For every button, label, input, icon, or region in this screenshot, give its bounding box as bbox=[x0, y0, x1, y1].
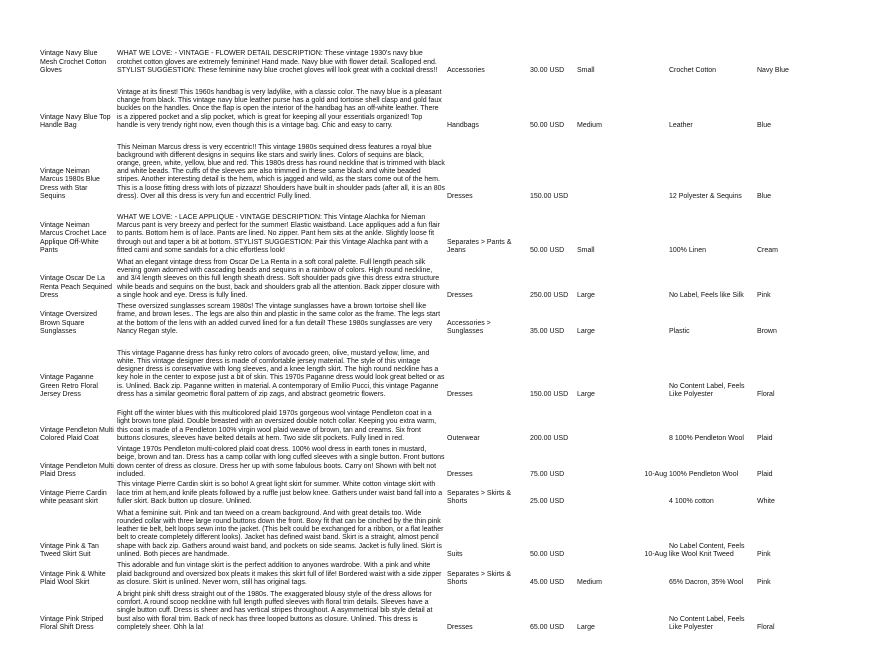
row-price: 250.00 USD bbox=[530, 291, 569, 299]
row-category: Accessories bbox=[447, 66, 485, 74]
row-product-name: Vintage Pierre Cardin white peasant skirt bbox=[40, 489, 107, 505]
row-category: Handbags bbox=[447, 121, 479, 129]
row-price: 45.00 USD bbox=[530, 578, 565, 586]
row-color: Pink bbox=[757, 550, 771, 558]
row-color: Navy Blue bbox=[757, 66, 789, 74]
row-price: 75.00 USD bbox=[530, 470, 565, 478]
row-product-name: Vintage Pendleton Multi Colored Plaid Coat bbox=[40, 426, 114, 442]
row-color: Floral bbox=[757, 623, 775, 631]
row-color: Pink bbox=[757, 291, 771, 299]
row-material: No Label, Feels like Silk bbox=[669, 291, 744, 299]
row-size: Large bbox=[577, 623, 595, 631]
row-category: Suits bbox=[447, 550, 463, 558]
row-product-name: Vintage Paganne Green Retro Floral Jersey Dress bbox=[40, 374, 98, 398]
row-category: Accessories > Sunglasses bbox=[447, 319, 491, 335]
row-color: White bbox=[757, 497, 775, 505]
row-color: Blue bbox=[757, 121, 772, 129]
row-color: Pink bbox=[757, 578, 771, 586]
row-date: 10-Aug bbox=[644, 470, 667, 478]
row-color: Floral bbox=[757, 390, 775, 398]
row-product-name: Vintage Pink Striped Floral Shift Dress bbox=[40, 615, 104, 631]
row-product-name: Vintage Pendleton Multi Plaid Dress bbox=[40, 462, 114, 478]
row-product-name: Vintage Pink & White Plaid Wool Skirt bbox=[40, 570, 106, 586]
row-description: This vintage Paganne dress has funky retro colors of avocado green, olive, mustard yellow, lime, and white. This vintage designer dress is made of comfortable jersey material. The style of this vintage designer dress is conservative with long sleeves, and a knee length skirt. The high round neckline has a key hole in the center to expose just a bit of skin. This 1970s Paganne dress would look great belted or as is. Unlined. Back zip. Paganne written in material. A contemporary of Emilio Pucci, this vintage Paganne dress has a similar geometric floral pattern of zip zags, and abstract geometric flowers. bbox=[117, 349, 445, 398]
row-category: Dresses bbox=[447, 623, 473, 631]
row-description: Fight off the winter blues with this multicolored plaid 1970s gorgeous wool vintage Pendleton coat in a light brown tone plaid. Double breasted with an oversized double notch collar. Keeping you extra warm, this coat is made of a Pendleton 100% virgin wool plaid weave of brown, tan and creams. Six front buttons closures, sleeves have belted details at hem. Two side slit pockets. Fully lined in red. bbox=[117, 410, 437, 442]
row-category: Outerwear bbox=[447, 434, 480, 442]
row-category: Dresses bbox=[447, 192, 473, 200]
row-material: No Content Label, Feels Like Polyester bbox=[669, 382, 745, 398]
row-price: 35.00 USD bbox=[530, 327, 565, 335]
row-material: Plastic bbox=[669, 327, 690, 335]
row-product-name: Vintage Navy Blue Mesh Crochet Cotton Gloves bbox=[40, 50, 107, 74]
row-color: Blue bbox=[757, 192, 772, 200]
row-description: What a feminine suit. Pink and tan tweed on a cream background. And with great details too. Wide rounded collar with three large round buttons down the front. Boxy fit that can be cinched by the thin pink leather tie belt, belt loops sewn into the jacket. (This belt could be exchanged for a ribbon, or a flat leather belt to create completely different looks). Jacket has defined waist band. Skirt is a straight, almost pencil shape with back zip. Gathers around waist band, and pockets on side seams. Jacket is fully lined. Skirt is unlined. Both pieces are handmade. bbox=[117, 509, 444, 558]
row-date: 10-Aug bbox=[644, 550, 667, 558]
row-material: 65% Dacron, 35% Wool bbox=[669, 578, 744, 586]
row-description: A bright pink shift dress straight out of the 1980s. The exaggerated blousy style of the dress allows for comfort. A round scoop neckline with full length puffed sleeves with floral trim details. Sleeves have a single button cuff. Dress is sheer and has vertical stripes throughout. A asymmetrical bib style detail at bust also with floral trim. Back of neck has three looped buttons as closure. Unlined. This dress is completely sheer. Ohh la la! bbox=[117, 590, 433, 631]
row-price: 25.00 USD bbox=[530, 497, 565, 505]
row-color: Cream bbox=[757, 246, 779, 254]
row-category: Separates > Skirts & Shorts bbox=[447, 570, 512, 586]
row-description: This adorable and fun vintage skirt is the perfect addition to anyones wardrobe. With a pink and white plaid background and oversized box pleats it makes this skirt full of life! Bordered waist with a side zipper as closure. Skirt is unlined. Never worn, still has original tags. bbox=[117, 562, 442, 586]
row-size: Medium bbox=[577, 121, 602, 129]
row-product-name: Vintage Oversized Brown Square Sunglasses bbox=[40, 311, 98, 335]
row-price: 200.00 USD bbox=[530, 434, 569, 442]
row-description: This Neiman Marcus dress is very eccentric!! This vintage 1980s sequined dress features a royal blue background with different designs in sequins like stars and swirly lines. Colors of sequins are black, orange, green, white, yellow, blue and red. This 1980s dress has round neckline that is trimmed with black and white beads. The cuffs of the sleeves are also trimmed in these same black and white beaded stripes. Another interesting detail is the hem, which is jagged and wild, as the stars come out of the hem. This is a loose fitting dress with lots of pizzazz! Shoulders have built in shoulder pads (after all, it is an 80s dress). Over all this dress is very fun and eccentric! Fully lined. bbox=[117, 143, 445, 200]
row-material: 12 Polyester & Sequins bbox=[669, 192, 742, 200]
row-category: Separates > Pants & Jeans bbox=[447, 238, 512, 254]
row-category: Dresses bbox=[447, 470, 473, 478]
row-description: These oversized sunglasses scream 1980s! The vintage sunglasses have a brown tortoise shell like frame, and brown leses.. The legs are also thin and plastic in the same color as the frame. The legs start at the bottom of the lens with an added curved lined for a fun detail! These 1980s sunglasses are very Nancy Regan style. bbox=[117, 303, 441, 335]
row-product-name: Vintage Navy Blue Top Handle Bag bbox=[40, 113, 111, 129]
row-product-name: Vintage Oscar De La Renta Peach Sequined Dress bbox=[40, 275, 112, 299]
row-description: Vintage at its finest! This 1960s handbag is very ladylike, with a classic color. The navy blue is a pleasant change from black. This vintage navy blue leather purse has a gold and tortoise shell clasp and gold faux buckles on the handles. Once the flap is open the interior of the handbag has an off-white leather. There is a zippered pocket and a slip pocket, which is great for keeping all your essentials organized! Top handle is very trendy right now, even though this is a vintage bag. Chic and easy to carry. bbox=[117, 88, 442, 129]
row-size: Medium bbox=[577, 578, 602, 586]
row-description: Vintage 1970s Pendleton multi-colored plaid coat dress. 100% wool dress in earth tones in mustard, beige, brown and tan. Dress has a camp collar with long cuffed sleeves with a single button. Front buttons down center of dress as closure. Dress her up with some fabulous boots. Carry on! Shown with belt not included. bbox=[117, 446, 445, 478]
row-size: Large bbox=[577, 327, 595, 335]
row-size: Large bbox=[577, 291, 595, 299]
row-color: Plaid bbox=[757, 434, 773, 442]
row-color: Brown bbox=[757, 327, 777, 335]
row-material: 4 100% cotton bbox=[669, 497, 714, 505]
row-price: 50.00 USD bbox=[530, 121, 565, 129]
row-category: Dresses bbox=[447, 390, 473, 398]
row-material: Leather bbox=[669, 121, 693, 129]
row-material: Crochet Cotton bbox=[669, 66, 717, 74]
row-description: WHAT WE LOVE: - VINTAGE - FLOWER DETAIL DESCRIPTION: These vintage 1930's navy blue crotchet cotton gloves are extremely feminine! Hand made. Navy blue with flower detail. Scalloped end. STYLIST SUGGESTION: These feminine navy blue crochet gloves will look great with a cocktail dress!! bbox=[117, 50, 438, 74]
row-product-name: Vintage Neiman Marcus 1980s Blue Dress with Star Sequins bbox=[40, 168, 100, 200]
row-price: 150.00 USD bbox=[530, 390, 569, 398]
row-description: This vintage Pierre Cardin skirt is so boho! A great light skirt for summer. White cotton vintage skirt with lace trim at hem,and knife pleats followed by a ruffle just below knee. Gathers under waist band fall into a fuller skirt. Back button up closure. Unlined. bbox=[117, 481, 443, 505]
row-price: 30.00 USD bbox=[530, 66, 565, 74]
row-price: 50.00 USD bbox=[530, 550, 565, 558]
row-price: 50.00 USD bbox=[530, 246, 565, 254]
row-product-name: Vintage Pink & Tan Tweed Skirt Suit bbox=[40, 542, 99, 558]
row-description: WHAT WE LOVE: - LACE APPLIQUE - VINTAGE DESCRIPTION: This Vintage Alachka for Nieman Marcus pant is very breezy and perfect for the summer! Elastic waistband. Lace appliques add a fun flair to pants. Bottom hem is of lace. Pants are lined. No zipper. Pant hem sits at the ankle. Slightly loose fit through out and taper a bit at bottom. STYLIST SUGGESTION: Pair this Vintage Alachka pant with a fitted cami and some sandals for a chic effortless look! bbox=[117, 213, 440, 254]
row-product-name: Vintage Neiman Marcus Crochet Lace Applique Off-White Pants bbox=[40, 222, 107, 254]
row-material: No Content Label, Feels Like Polyester bbox=[669, 615, 745, 631]
row-size: Small bbox=[577, 246, 595, 254]
row-category: Dresses bbox=[447, 291, 473, 299]
row-material: No Label Content, Feels like Wool Knit Tweed bbox=[669, 542, 745, 558]
row-size: Small bbox=[577, 66, 595, 74]
row-material: 8 100% Pendleton Wool bbox=[669, 434, 744, 442]
row-price: 150.00 USD bbox=[530, 192, 569, 200]
row-material: 100% Linen bbox=[669, 246, 706, 254]
row-price: 65.00 USD bbox=[530, 623, 565, 631]
row-description: What an elegant vintage dress from Oscar De La Renta in a soft coral palette. Full length peach silk evening gown adorned with cascading beads and sequins in a rainbow of colors. High round neckline, and 3/4 length sleeves on this full length sheath dress. Soft shoulder pads give this dress extra structure while beads and sequins on the bust, back and shoulders grab all the attention. Back zipper closure with a single hook and eye. Dress is fully lined. bbox=[117, 258, 440, 299]
row-material: 100% Pendleton Wool bbox=[669, 470, 739, 478]
row-size: Large bbox=[577, 390, 595, 398]
row-category: Separates > Skirts & Shorts bbox=[447, 489, 512, 505]
row-color: Plaid bbox=[757, 470, 773, 478]
